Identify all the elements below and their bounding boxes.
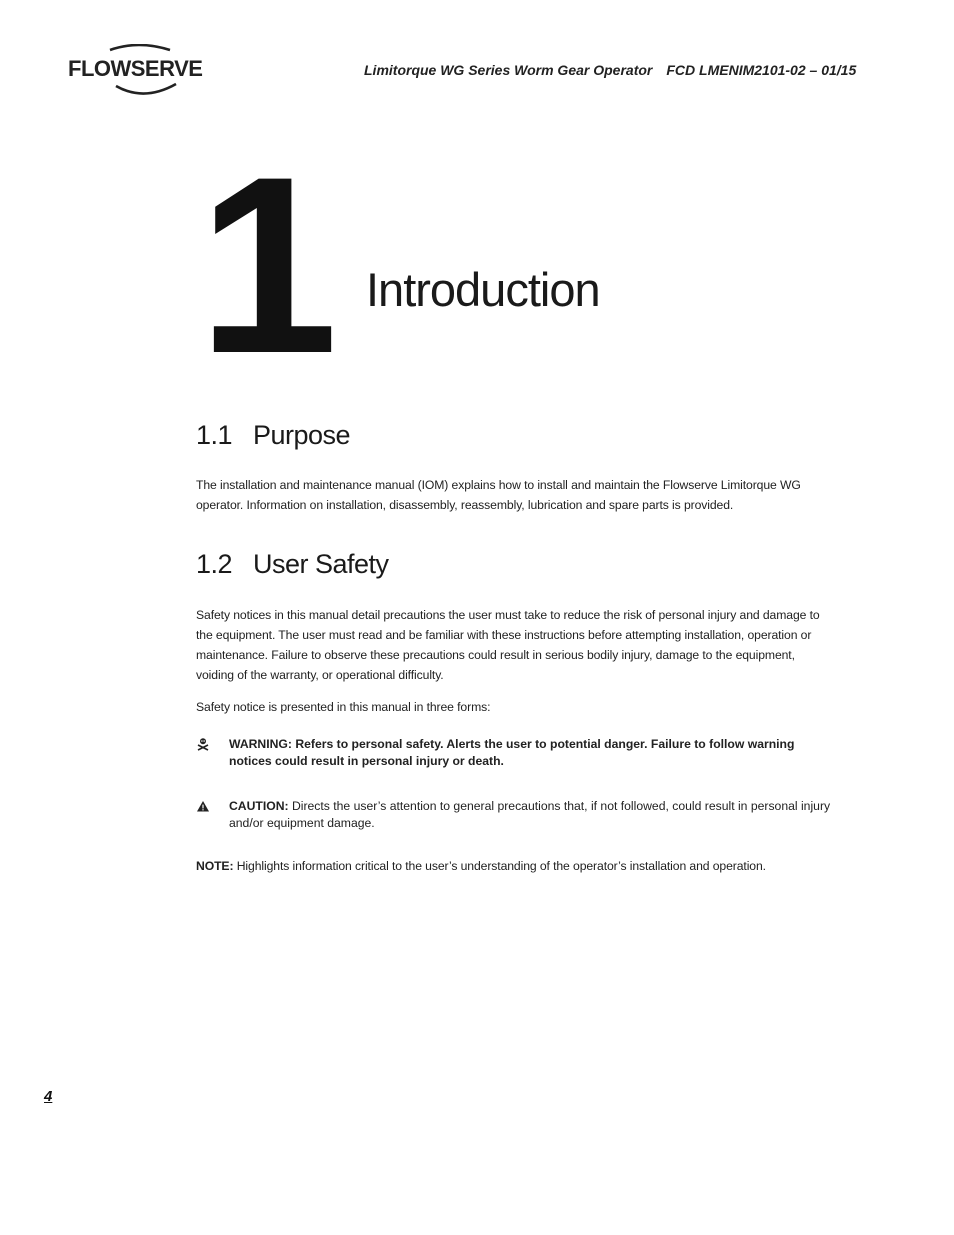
note-notice — [196, 856, 836, 876]
note-label: NOTE: — [196, 859, 234, 873]
section-number: 1.2 — [196, 549, 233, 579]
flowserve-logo — [66, 44, 206, 96]
safety-paragraph: Safety notices in this manual detail precautions the user must take to reduce the risk of personal injury and damage to the equipment. The user must read and be familiar with these instructions before attempting installation, operation or maintenance. Failure to observe these precautions could result in serious bodily injury, damage to the equipment, voiding of the warranty, or operational difficulty. — [196, 608, 820, 682]
caution-text-block — [229, 798, 836, 832]
manual-title: Limitorque WG Series Worm Gear Operator — [364, 62, 653, 78]
caution-text: Directs the user’s attention to general precautions that, if not followed, could result in personal injury and/or equipment damage. — [229, 799, 831, 830]
warning-text: WARNING: Refers to personal safety. Alerts the user to potential danger. Failure to follow warning notices could result in personal injury or death. — [229, 737, 795, 768]
chapter-title: Introduction — [366, 263, 600, 316]
skull-crossbones-icon — [196, 737, 210, 751]
section-number: 1.1 — [196, 420, 233, 450]
warning-triangle-icon — [196, 799, 210, 813]
purpose-paragraph: The installation and maintenance manual (IOM) explains how to install and maintain the Flowserve Limitorque WG operator. Information on installation, disassembly, reassembly, lubrication and spare parts is provided. — [196, 478, 801, 512]
page-number: 4 — [44, 1088, 53, 1105]
document-code: FCD LMENIM2101-02 – 01/15 — [666, 62, 857, 78]
section-title: Purpose — [253, 420, 351, 450]
safety-forms-paragraph: Safety notice is presented in this manual in three forms: — [196, 700, 491, 714]
note-text: Highlights information critical to the user’s understanding of the operator’s installation and operation. — [233, 859, 766, 873]
section-heading-user-safety — [196, 549, 389, 580]
chapter-number: 1 — [198, 125, 329, 406]
caution-label: CAUTION: — [229, 799, 289, 813]
document-header — [364, 62, 856, 78]
logo-wordmark: FLOWSERVE — [68, 56, 203, 81]
section-title: User Safety — [253, 549, 389, 579]
section-heading-purpose — [196, 420, 350, 451]
